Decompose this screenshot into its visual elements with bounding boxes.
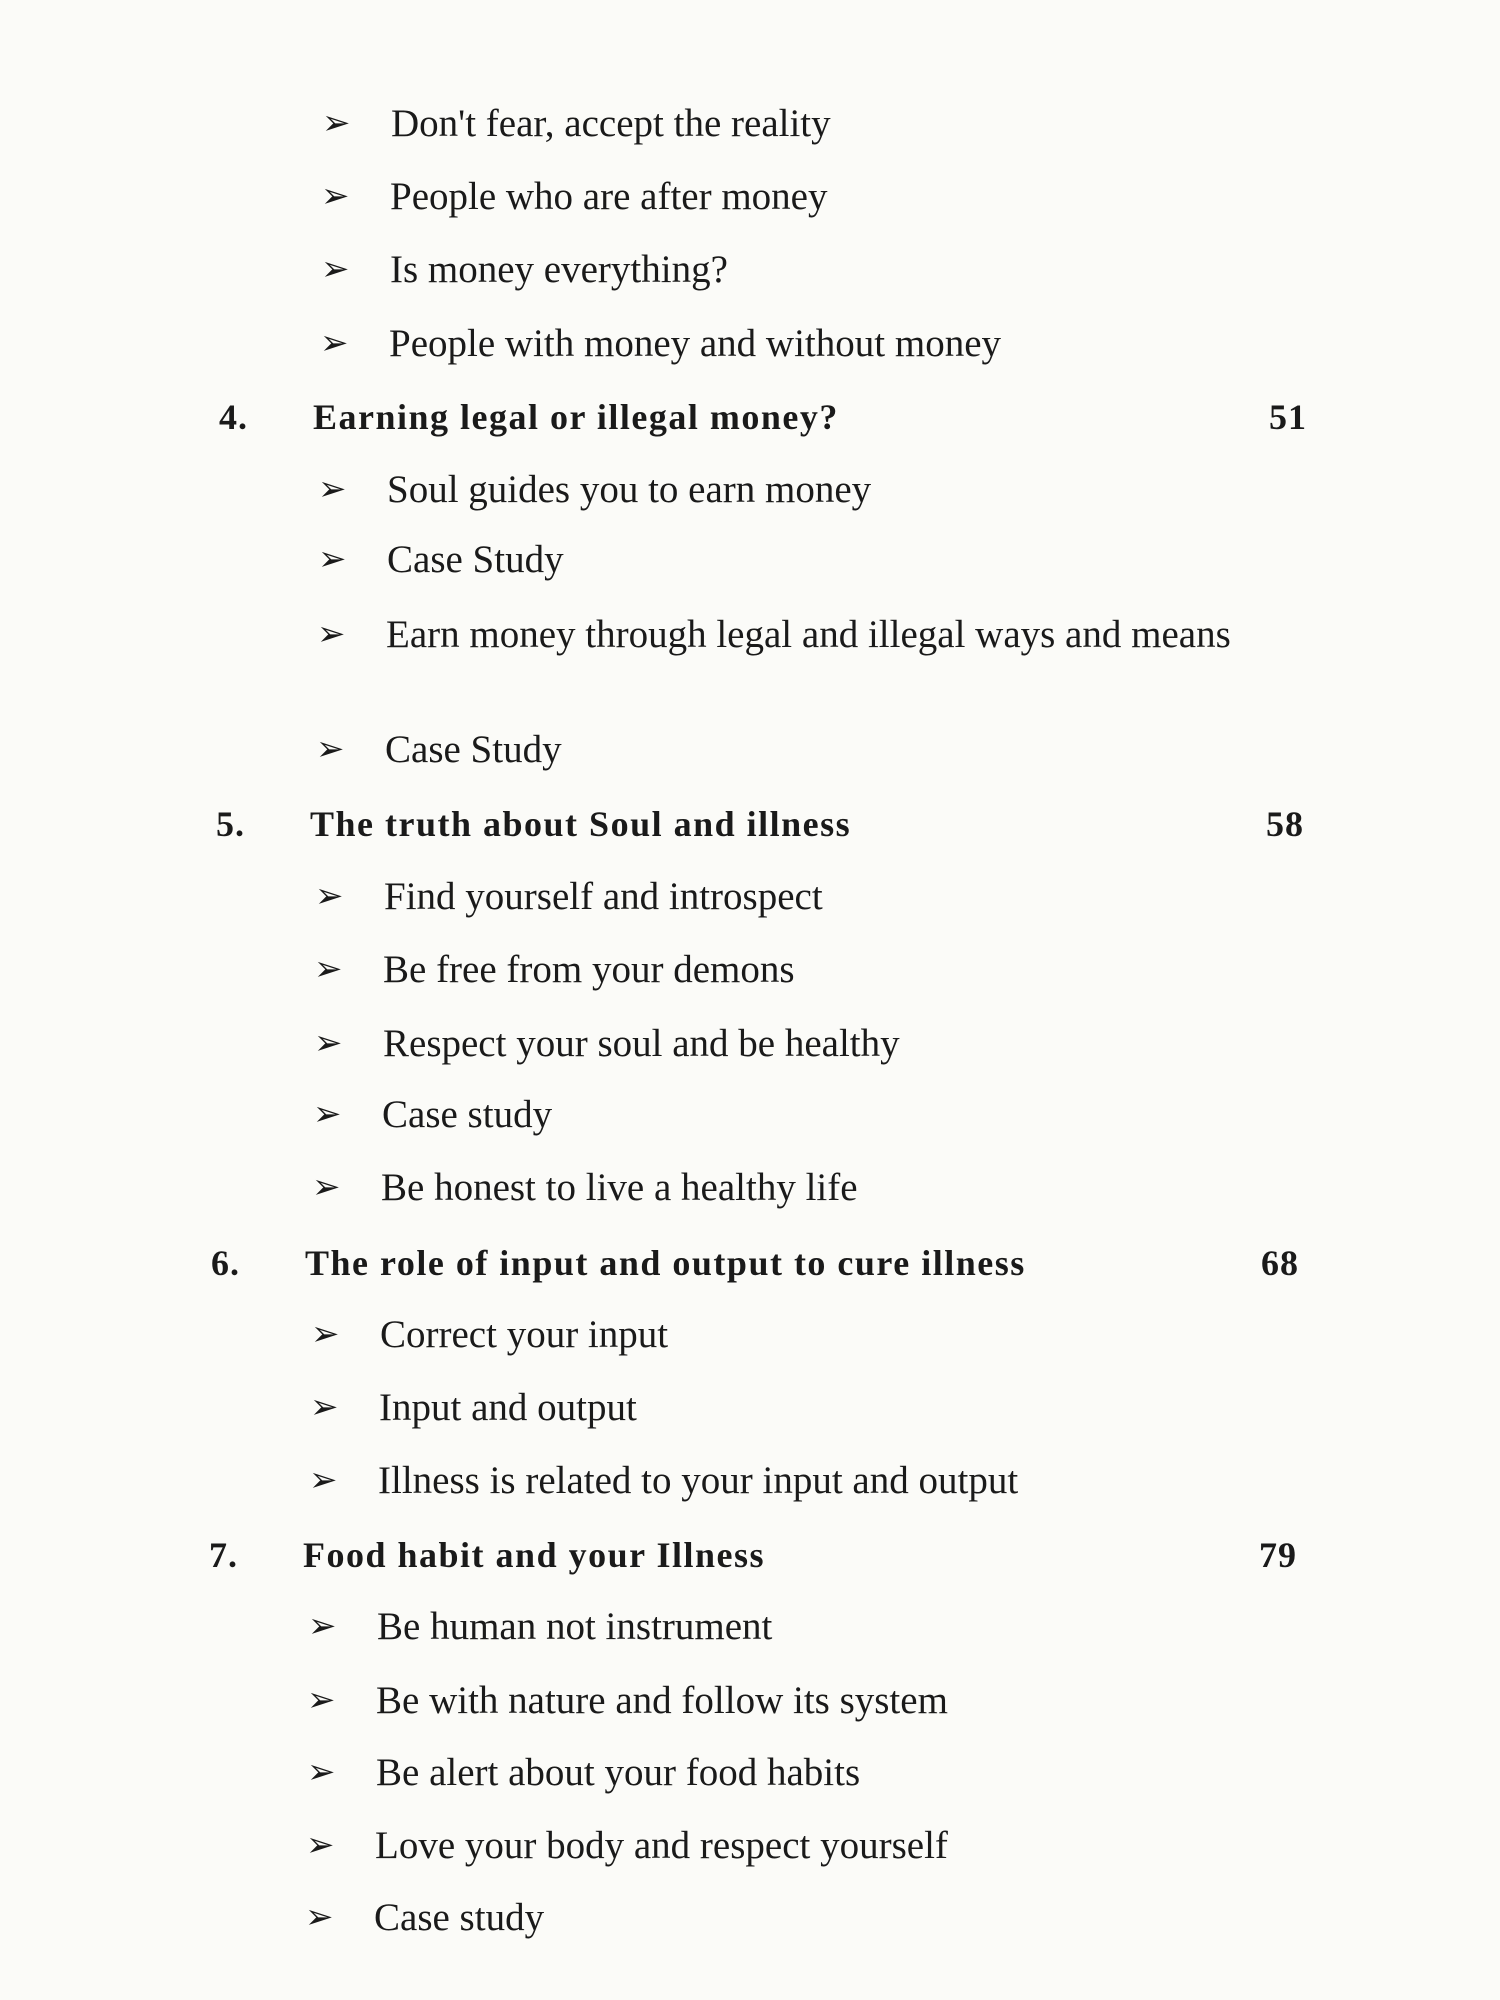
toc-item (0, 1456, 1500, 1506)
toc-item (0, 172, 1500, 222)
chapter-number: 6. (211, 1243, 240, 1283)
toc-item-text: Case study (374, 1896, 545, 1939)
toc-item (0, 319, 1500, 369)
arrow-bullet-icon: ➢ (311, 1316, 340, 1353)
toc-item-text: Respect your soul and be healthy (383, 1022, 900, 1065)
toc-item (0, 99, 1500, 149)
toc-chapter (0, 1530, 1500, 1580)
toc-item (0, 1821, 1500, 1871)
arrow-bullet-icon: ➢ (322, 105, 351, 142)
toc-item-text: Case Study (387, 538, 564, 581)
arrow-bullet-icon: ➢ (320, 325, 349, 362)
arrow-bullet-icon: ➢ (321, 251, 350, 288)
toc-item (0, 245, 1500, 295)
arrow-bullet-icon: ➢ (310, 1389, 339, 1426)
toc-item (0, 1019, 1500, 1069)
toc-item-text: Case study (382, 1093, 553, 1136)
chapter-number: 7. (209, 1535, 238, 1575)
arrow-bullet-icon: ➢ (306, 1827, 335, 1864)
arrow-bullet-icon: ➢ (313, 1096, 342, 1133)
toc-item (0, 872, 1500, 922)
chapter-title: The role of input and output to cure illness (305, 1243, 1026, 1283)
chapter-page-number: 79 (1259, 1535, 1297, 1575)
toc-item-text: Soul guides you to earn money (387, 468, 872, 511)
toc-item (0, 1602, 1500, 1652)
arrow-bullet-icon: ➢ (317, 616, 346, 653)
toc-item (0, 945, 1500, 995)
toc-item-text: Find yourself and introspect (384, 875, 823, 918)
toc-item-text: Don't fear, accept the reality (391, 102, 831, 145)
arrow-bullet-icon: ➢ (318, 471, 347, 508)
chapter-title: Earning legal or illegal money? (313, 397, 839, 437)
toc-item (0, 1310, 1500, 1360)
toc-item-text: Input and output (379, 1386, 637, 1429)
toc-chapter (0, 392, 1500, 442)
toc-item-text: Be alert about your food habits (376, 1751, 861, 1794)
toc-item-text: Be with nature and follow its system (376, 1679, 948, 1722)
toc-item (0, 1893, 1500, 1943)
chapter-page-number: 51 (1269, 397, 1307, 437)
toc-item-text: People who are after money (390, 175, 828, 218)
arrow-bullet-icon: ➢ (307, 1754, 336, 1791)
chapter-page-number: 58 (1266, 804, 1304, 844)
toc-item (0, 1163, 1500, 1213)
toc-item-text: Be honest to live a healthy life (381, 1166, 858, 1209)
arrow-bullet-icon: ➢ (315, 878, 344, 915)
arrow-bullet-icon: ➢ (312, 1169, 341, 1206)
toc-chapter (0, 1238, 1500, 1288)
toc-item (0, 1676, 1500, 1726)
toc-item (0, 725, 1500, 775)
chapter-title: The truth about Soul and illness (310, 804, 852, 844)
toc-item (0, 1748, 1500, 1798)
toc-item-text: Is money everything? (390, 248, 728, 291)
arrow-bullet-icon: ➢ (308, 1608, 337, 1645)
toc-item-text: Love your body and respect yourself (375, 1824, 948, 1867)
toc-chapter (0, 799, 1500, 849)
chapter-number: 4. (219, 397, 248, 437)
arrow-bullet-icon: ➢ (314, 951, 343, 988)
toc-item (0, 1090, 1500, 1140)
toc-item-text: Case Study (385, 728, 562, 771)
arrow-bullet-icon: ➢ (316, 731, 345, 768)
toc-item (0, 465, 1500, 515)
toc-item-text: Correct your input (380, 1313, 669, 1356)
arrow-bullet-icon: ➢ (321, 178, 350, 215)
toc-item-text: Be human not instrument (377, 1605, 773, 1648)
toc-item (0, 1383, 1500, 1433)
arrow-bullet-icon: ➢ (314, 1025, 343, 1062)
arrow-bullet-icon: ➢ (318, 541, 347, 578)
chapter-title: Food habit and your Illness (303, 1535, 765, 1575)
chapter-page-number: 68 (1261, 1243, 1299, 1283)
arrow-bullet-icon: ➢ (305, 1899, 334, 1936)
toc-item-text: Illness is related to your input and output (378, 1459, 1019, 1502)
toc-item-text: Be free from your demons (383, 948, 795, 991)
arrow-bullet-icon: ➢ (309, 1462, 338, 1499)
toc-item-text: Earn money through legal and illegal ways and means (386, 613, 1231, 656)
toc-item (0, 535, 1500, 585)
chapter-number: 5. (216, 804, 245, 844)
arrow-bullet-icon: ➢ (307, 1682, 336, 1719)
toc-item (0, 610, 1500, 660)
toc-item-text: People with money and without money (389, 322, 1002, 365)
